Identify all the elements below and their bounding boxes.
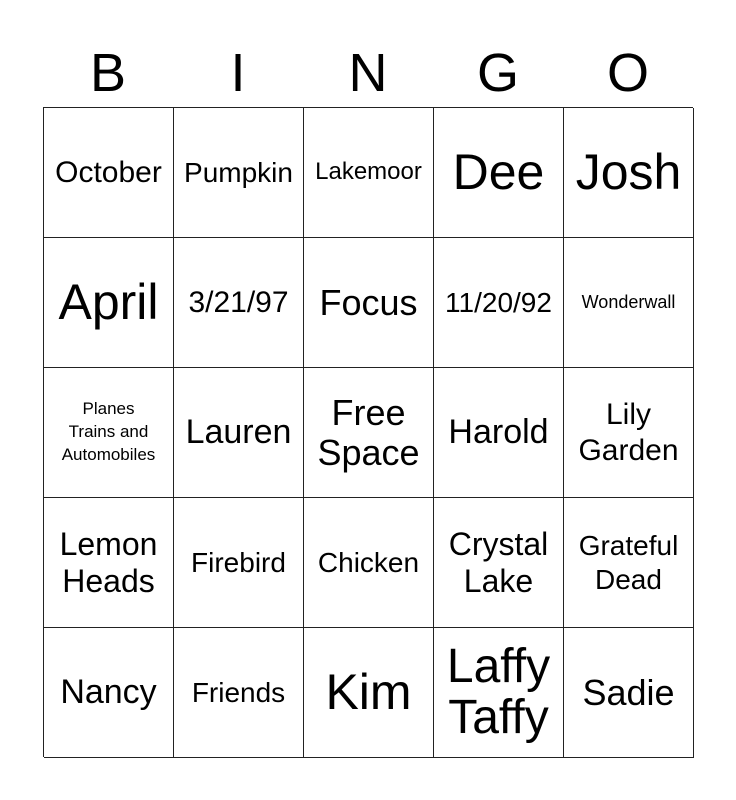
cell-label: Planes Trains and Automobiles [61,399,156,464]
bingo-cell-r3-c3[interactable] [304,368,434,498]
cell-label: October [55,155,162,189]
cell-label: Chicken [317,546,420,578]
bingo-header [43,40,693,106]
bingo-cell-r2-c3[interactable] [304,238,434,368]
cell-label: Sadie [582,671,675,713]
bingo-cell-r5-c4[interactable] [434,628,564,758]
cell-label: Kim [325,664,412,721]
bingo-cell-r1-c3[interactable] [304,108,434,238]
cell-label: Pumpkin [184,156,293,188]
bingo-cell-r5-c2[interactable] [174,628,304,758]
bingo-cell-r3-c1[interactable] [44,368,174,498]
header-letter-n: N [348,43,388,103]
cell-label: Lauren [185,412,292,451]
bingo-cell-r1-c2[interactable] [174,108,304,238]
bingo-cell-r5-c1[interactable] [44,628,174,758]
cell-label: Lemon Heads [59,525,158,599]
bingo-board [43,107,693,757]
header-letter-g: G [476,43,519,103]
bingo-cell-r2-c4[interactable] [434,238,564,368]
bingo-cell-r1-c1[interactable] [44,108,174,238]
bingo-cell-r2-c2[interactable] [174,238,304,368]
cell-label: Crystal Lake [448,525,549,599]
cell-label: 3/21/97 [188,285,289,319]
cell-label: Wonderwall [581,292,676,313]
bingo-cell-r4-c5[interactable] [564,498,694,628]
bingo-cell-r4-c4[interactable] [434,498,564,628]
bingo-cell-r4-c2[interactable] [174,498,304,628]
bingo-cell-r4-c1[interactable] [44,498,174,628]
cell-label: Friends [191,676,286,708]
cell-label: Grateful Dead [578,529,679,595]
bingo-cell-r3-c5[interactable] [564,368,694,498]
header-letter-i: I [230,43,246,103]
cell-label: Laffy Taffy [446,640,551,744]
bingo-cell-r1-c5[interactable] [564,108,694,238]
cell-label: Josh [575,144,682,201]
bingo-cell-r5-c5[interactable] [564,628,694,758]
header-letter-o: O [606,43,649,103]
cell-label: April [58,274,159,331]
cell-label: Nancy [60,672,157,711]
bingo-cell-r2-c5[interactable] [564,238,694,368]
header-letter-b: B [89,43,127,103]
bingo-cell-r3-c4[interactable] [434,368,564,498]
cell-label: Dee [452,144,545,201]
cell-label: Lakemoor [315,158,422,186]
bingo-cell-r3-c2[interactable] [174,368,304,498]
cell-label: 11/20/92 [445,286,552,318]
cell-label: Firebird [191,546,286,578]
bingo-cell-r1-c4[interactable] [434,108,564,238]
cell-label: Lily Garden [578,397,679,467]
bingo-cell-r5-c3[interactable] [304,628,434,758]
cell-label: Focus [319,281,418,323]
bingo-cell-r4-c3[interactable] [304,498,434,628]
cell-label: Harold [448,412,549,451]
bingo-cell-r2-c1[interactable] [44,238,174,368]
cell-label: Free Space [317,391,420,473]
